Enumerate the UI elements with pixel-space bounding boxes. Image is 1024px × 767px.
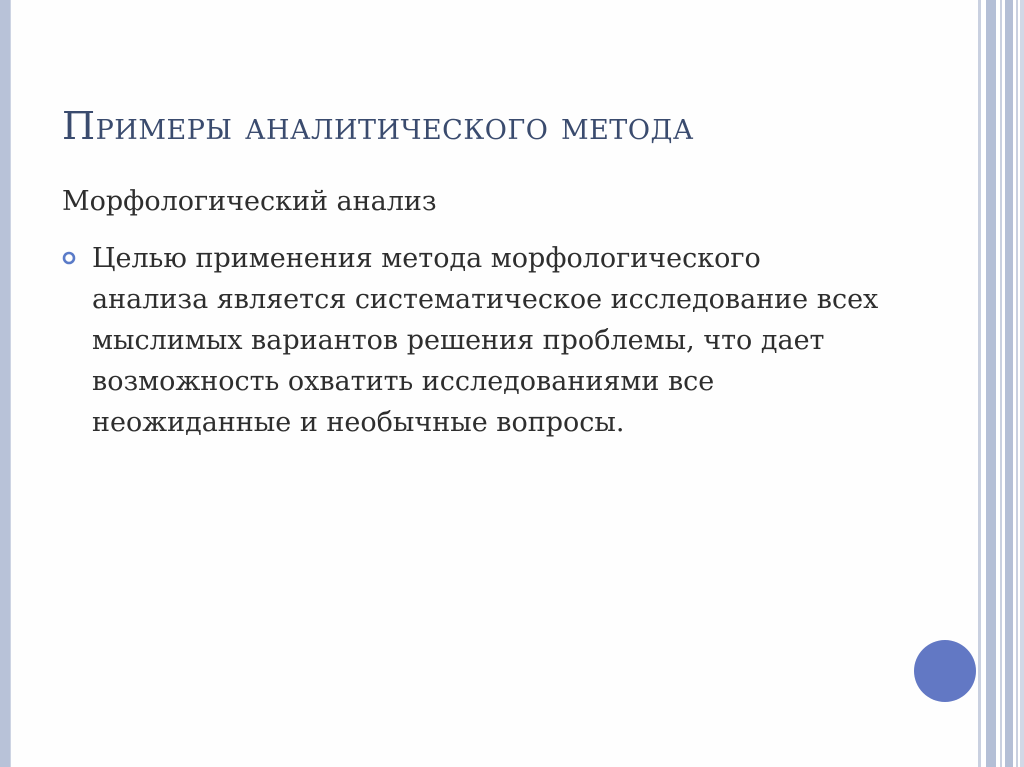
stripe (1016, 0, 1018, 767)
decorative-circle (914, 640, 976, 702)
stripe (1005, 0, 1013, 767)
stripe (1000, 0, 1002, 767)
bullet-text: Целью применения метода морфологического анализа является систематическое исследование всех мыслимых вариантов решения проблемы, что дает возможность охватить исследованиями все неожиданные и необычные вопросы. (92, 243, 879, 438)
stripe (978, 0, 981, 767)
stripe (986, 0, 996, 767)
stripe (1020, 0, 1024, 767)
right-decorative-stripes (978, 0, 1024, 767)
slide-title: Примеры аналитического метода (62, 104, 694, 148)
ring-bullet-icon (62, 251, 76, 265)
slide-subtitle: Морфологический анализ (62, 186, 437, 217)
left-border-bar (0, 0, 10, 767)
